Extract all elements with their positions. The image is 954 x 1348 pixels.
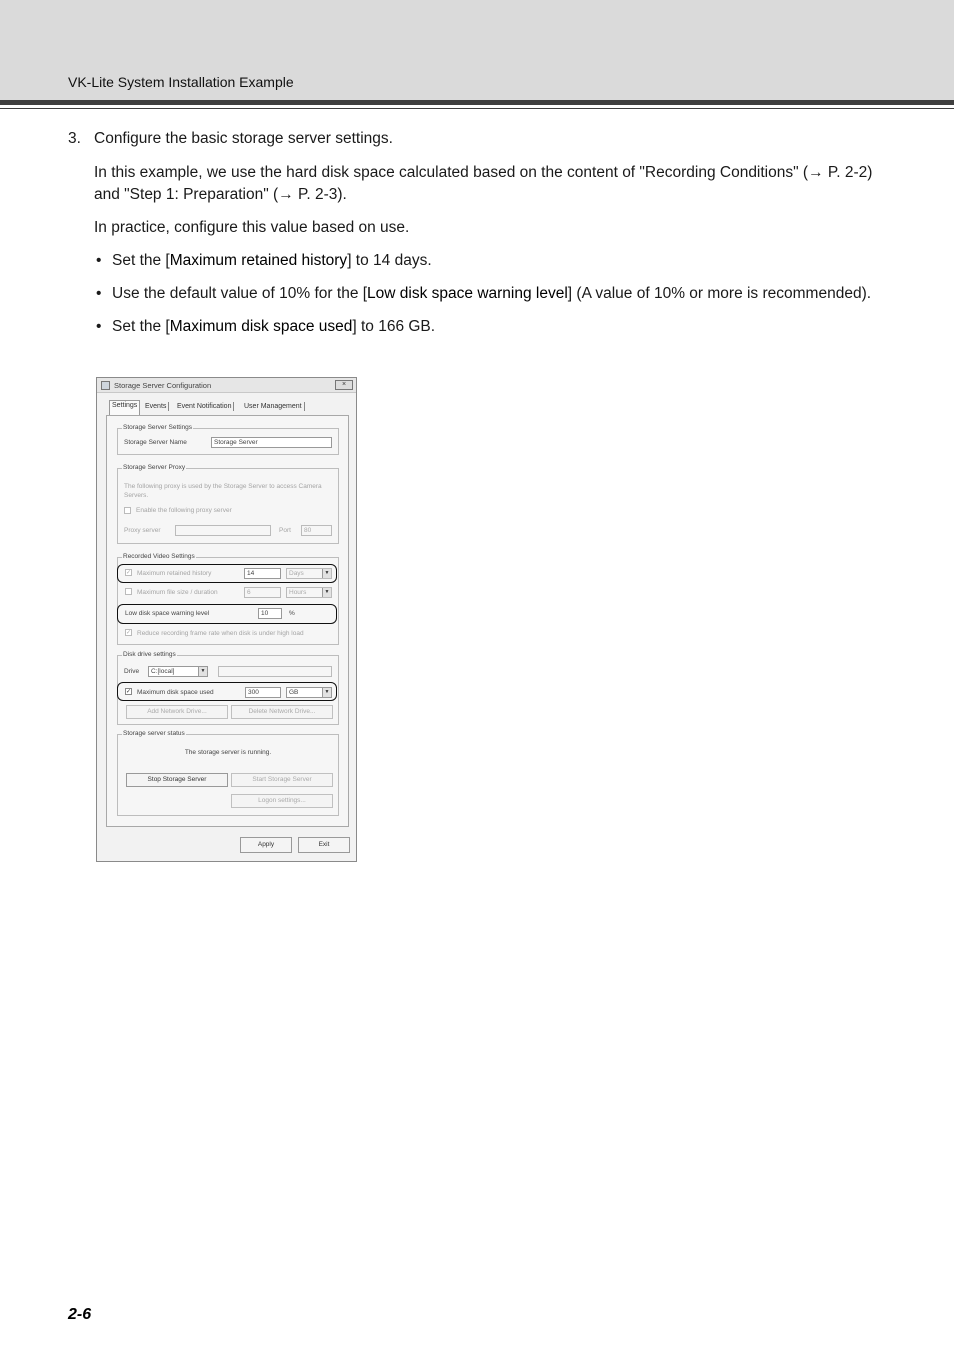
file-size-checkbox[interactable] [125, 588, 132, 595]
server-status-text: The storage server is running. [184, 749, 272, 756]
bullet-item [94, 283, 888, 305]
drive-label: Drive [124, 668, 140, 675]
main-content [68, 128, 888, 349]
group-legend: Storage Server Settings [123, 424, 193, 431]
retained-history-label: Maximum retained history [137, 570, 212, 577]
server-name-input[interactable]: Storage Server [211, 437, 332, 448]
proxy-port-input[interactable]: 80 [301, 525, 332, 536]
step-paragraph-1: In this example, we use the hard disk space calculated based on the content of "Recording Conditions" (→ P. 2-2) and "Step 1: Preparation" (→ P. 2-3). [94, 164, 873, 203]
file-size-unit: Hours [289, 589, 307, 596]
chevron-down-icon: ▼ [322, 688, 331, 697]
warning-level-unit: % [289, 610, 295, 617]
header-rule-thick [0, 100, 954, 105]
step-heading [68, 128, 888, 150]
chevron-down-icon: ▼ [322, 569, 331, 578]
close-button[interactable]: × [335, 380, 353, 390]
group-legend: Recorded Video Settings [123, 553, 195, 560]
app-icon [101, 381, 110, 390]
bullet-text-pre: Set the [ [112, 318, 170, 335]
add-network-drive-button[interactable]: Add Network Drive... [126, 705, 228, 719]
proxy-server-label: Proxy server [124, 527, 161, 534]
group-legend: Disk drive settings [123, 651, 176, 658]
enable-proxy-label: Enable the following proxy server [136, 507, 232, 514]
ui-term: Maximum disk space used [169, 318, 353, 335]
proxy-port-label: Port [279, 527, 291, 534]
storage-server-status-group [117, 730, 339, 816]
warning-level-highlight [117, 604, 337, 624]
tab-user-management[interactable]: User Management [242, 402, 305, 411]
page-number: 2-6 [68, 1306, 92, 1323]
reduce-frame-rate-label: Reduce recording frame rate when disk is under high load [137, 630, 304, 637]
max-disk-used-label: Maximum disk space used [137, 689, 214, 696]
file-size-label: Maximum file size / duration [137, 589, 218, 596]
chevron-down-icon: ▼ [322, 588, 331, 597]
dialog-title: Storage Server Configuration [114, 381, 212, 390]
bullet-icon: • [96, 252, 102, 269]
tab-settings[interactable]: Settings [109, 400, 140, 416]
storage-server-proxy-group [117, 464, 339, 544]
bullet-item [94, 316, 888, 338]
warning-level-input[interactable]: 10 [258, 608, 282, 619]
server-name-label: Storage Server Name [124, 439, 187, 446]
reduce-frame-rate-checkbox[interactable]: ✓ [126, 630, 132, 636]
drive-info-field [218, 666, 332, 677]
bullet-icon: • [96, 285, 102, 302]
chevron-down-icon: ▼ [198, 667, 207, 676]
bullet-icon: • [96, 318, 102, 335]
ui-term: Maximum retained history [169, 252, 348, 269]
proxy-description: The following proxy is used by the Storage Server to access Camera Servers. [124, 483, 322, 499]
bullet-item [94, 250, 888, 272]
step-heading-text: Configure the basic storage server settings. [94, 130, 393, 147]
dialog-titlebar [97, 378, 356, 393]
max-disk-used-input[interactable]: 300 [245, 687, 281, 698]
header-rule-thin [0, 108, 954, 109]
bullet-text-pre: Set the [ [112, 252, 170, 269]
apply-button[interactable]: Apply [240, 837, 292, 853]
bullet-text-post: ] (A value of 10% or more is recommended). [567, 285, 872, 302]
retained-history-input[interactable]: 14 [244, 568, 281, 579]
max-disk-used-highlight [117, 682, 337, 701]
max-disk-used-unit: GB [289, 689, 299, 696]
start-storage-server-button[interactable]: Start Storage Server [231, 773, 333, 787]
tab-event-notification[interactable]: Event Notification [175, 402, 234, 411]
retained-history-highlight [117, 564, 337, 583]
delete-network-drive-button[interactable]: Delete Network Drive... [231, 705, 333, 719]
stop-storage-server-button[interactable]: Stop Storage Server [126, 773, 228, 787]
retained-history-unit: Days [289, 570, 304, 577]
proxy-server-input[interactable] [175, 525, 271, 536]
step-paragraph-2: In practice, configure this value based on use. [94, 219, 410, 236]
exit-button[interactable]: Exit [298, 837, 350, 853]
enable-proxy-checkbox[interactable] [124, 507, 131, 514]
group-legend: Storage Server Proxy [123, 464, 186, 471]
file-size-unit-select[interactable] [286, 587, 332, 598]
group-legend: Storage server status [123, 730, 185, 737]
storage-server-configuration-dialog [96, 377, 357, 862]
bullet-text-post: ] to 166 GB. [352, 318, 436, 335]
tab-events[interactable]: Events [143, 402, 169, 411]
logon-settings-button[interactable]: Logon settings... [231, 794, 333, 808]
bullet-text-pre: Use the default value of 10% for the [ [112, 285, 368, 302]
drive-value: C:[local] [151, 668, 175, 675]
max-disk-used-checkbox[interactable]: ✓ [126, 689, 132, 695]
file-size-input[interactable]: 6 [244, 587, 281, 598]
storage-server-settings-group [117, 424, 339, 455]
header-title: VK-Lite System Installation Example [68, 74, 294, 90]
warning-level-label: Low disk space warning level [125, 610, 210, 617]
retained-history-checkbox[interactable]: ✓ [126, 570, 132, 576]
ui-term: Low disk space warning level [367, 285, 568, 302]
bullet-text-post: ] to 14 days. [347, 252, 432, 269]
drive-select[interactable] [148, 666, 208, 677]
step-number: 3. [68, 130, 81, 147]
